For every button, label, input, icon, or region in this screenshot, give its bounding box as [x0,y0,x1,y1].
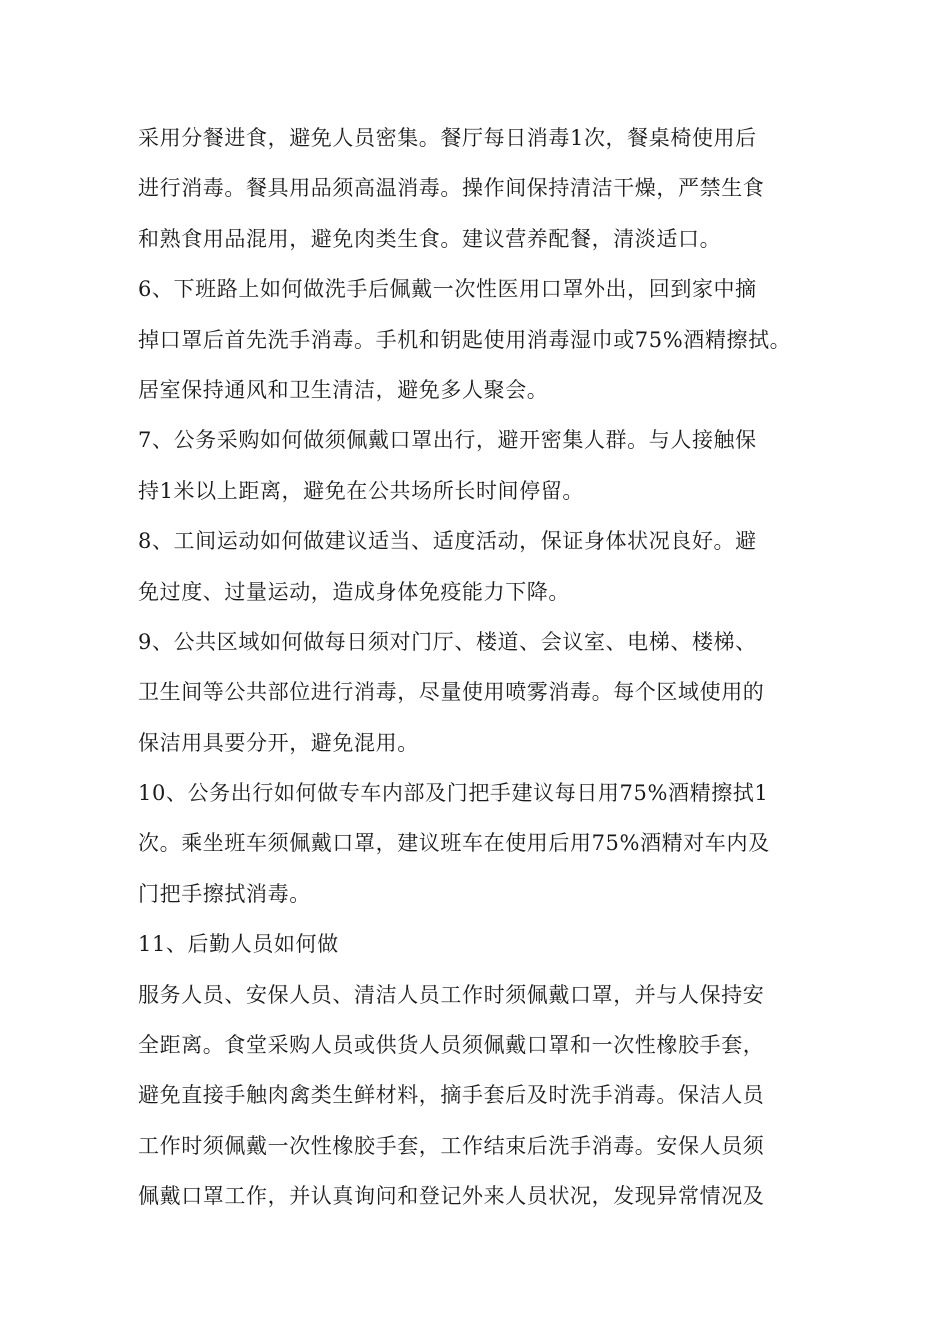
text-line: 11、后勤人员如何做 [138,932,339,957]
text-line: 全距离。食堂采购人员或供货人员须佩戴口罩和一次性橡胶手套， [138,1033,765,1058]
text-line: 服务人员、安保人员、清洁人员工作时须佩戴口罩，并与人保持安 [138,982,765,1007]
text-line: 工作时须佩戴一次性橡胶手套，工作结束后洗手消毒。安保人员须 [138,1133,765,1158]
text-line: 掉口罩后首先洗手消毒。手机和钥匙使用消毒湿巾或75%酒精擦拭。 [138,327,792,352]
text-line: 卫生间等公共部位进行消毒，尽量使用喷雾消毒。每个区域使用的 [138,680,765,705]
text-line: 10、公务出行如何做专车内部及门把手建议每日用75%酒精擦拭1 [138,781,769,806]
text-line: 采用分餐进食，避免人员密集。餐厅每日消毒1次，餐桌椅使用后 [138,126,757,150]
text-line: 次。乘坐班车须佩戴口罩，建议班车在使用后用75%酒精对车内及 [138,831,770,856]
text-line: 避免直接手触肉禽类生鲜材料，摘手套后及时洗手消毒。保洁人员 [138,1083,765,1108]
document-body [138,118,828,1227]
text-line: 居室保持通风和卫生清洁，避免多人聚会。 [138,377,549,402]
text-line: 持1米以上距离，避免在公共场所长时间停留。 [138,478,584,503]
text-line: 7、公务采购如何做须佩戴口罩出行，避开密集人群。与人接触保 [138,428,757,453]
text-line: 保洁用具要分开，避免混用。 [138,730,419,755]
text-line: 8、工间运动如何做建议适当、适度活动，保证身体状况良好。避 [138,529,757,554]
text-line: 和熟食用品混用，避免肉类生食。建议营养配餐，清淡适口。 [138,226,722,251]
text-line: 6、下班路上如何做洗手后佩戴一次性医用口罩外出，回到家中摘 [138,277,757,302]
text-line: 9、公共区域如何做每日须对门厅、楼道、会议室、电梯、楼梯、 [138,629,757,654]
text-line: 进行消毒。餐具用品须高温消毒。操作间保持清洁干燥，严禁生食 [138,176,765,201]
text-line: 门把手擦拭消毒。 [138,881,311,906]
text-line: 佩戴口罩工作，并认真询问和登记外来人员状况，发现异常情况及 [138,1184,765,1209]
text-line: 免过度、过量运动，造成身体免疫能力下降。 [138,579,570,604]
